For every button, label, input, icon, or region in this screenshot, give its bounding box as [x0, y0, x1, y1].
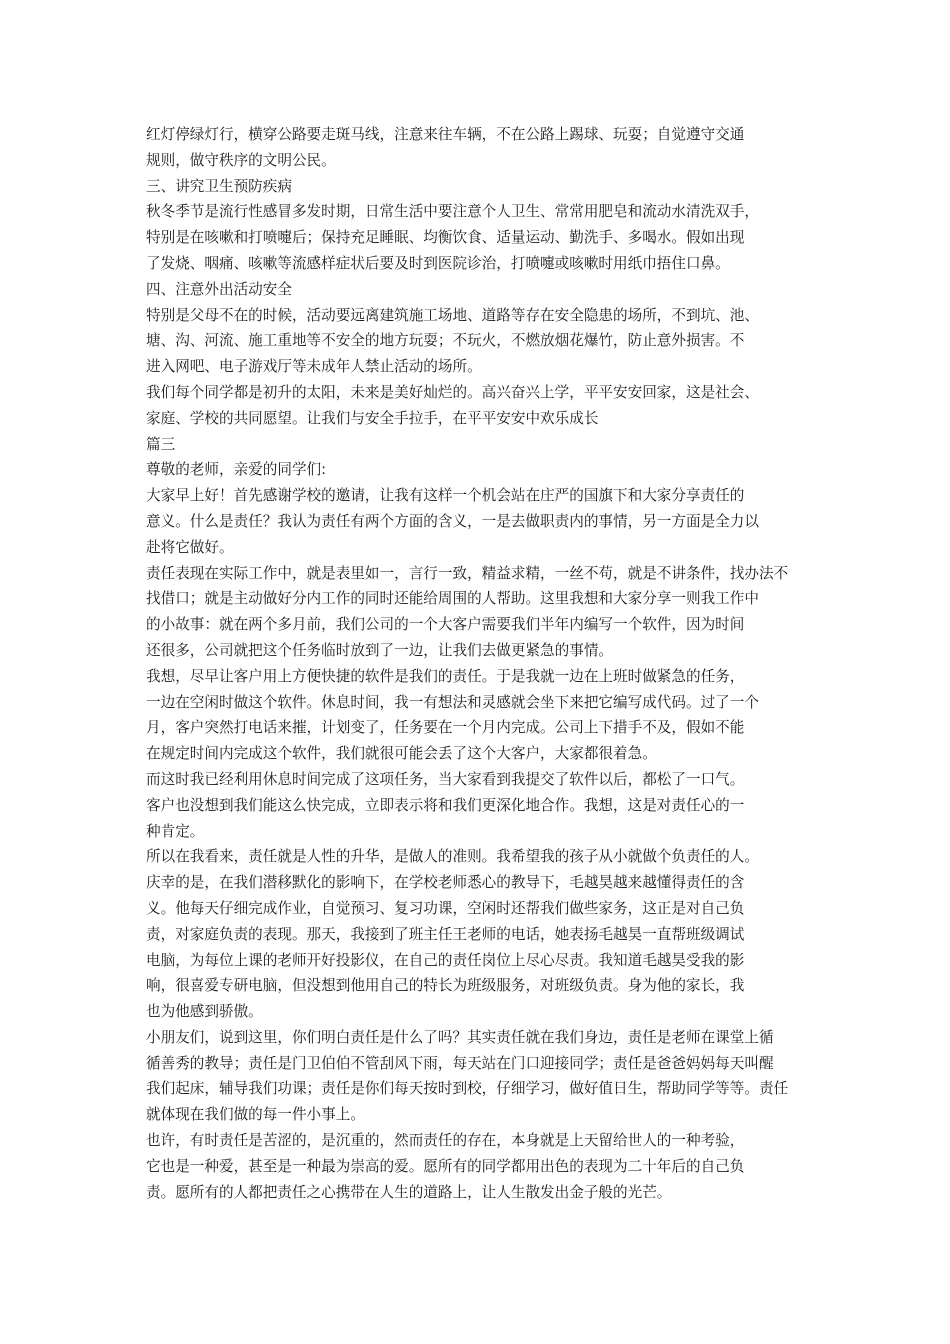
text-line: 循善秀的教导；责任是门卫伯伯不管刮风下雨，每天站在门口迎接同学；责任是爸爸妈妈每天叫醒 — [146, 1054, 774, 1072]
text-line: 家庭、学校的共同愿望。让我们与安全手拉手，在平平安安中欢乐成长 — [146, 409, 599, 427]
text-line: 我们起床，辅导我们功课；责任是你们每天按时到校，仔细学习，做好值日生，帮助同学等等。责任 — [146, 1080, 789, 1098]
text-line: 月，客户突然打电话来摧，计划变了，任务要在一个月内完成。公司上下措手不及，假如不能 — [146, 719, 745, 737]
text-line: 责。愿所有的人都把责任之心携带在人生的道路上，让人生散发出金子般的光芒。 — [146, 1183, 672, 1201]
text-line: 特别是在咳嗽和打喷嚏后；保持充足睡眠、均衡饮食、适量运动、勤洗手、多喝水。假如出现 — [146, 229, 745, 247]
text-line: 规则，做守秩序的文明公民。 — [146, 151, 336, 169]
document-page — [146, 122, 810, 1205]
text-line: 找借口；就是主动做好分内工作的同时还能给周围的人帮助。这里我想和大家分享一则我工作中 — [146, 590, 759, 608]
text-line: 红灯停绿灯行，横穿公路要走斑马线，注意来往车辆，不在公路上踢球、玩耍；自觉遵守交通 — [146, 126, 745, 143]
text-line: 四、注意外出活动安全 — [146, 280, 292, 298]
text-line: 而这时我已经利用休息时间完成了这项任务，当大家看到我提交了软件以后，都松了一口气。 — [146, 770, 745, 788]
text-line: 客户也没想到我们能这么快完成，立即表示将和我们更深化地合作。我想，这是对责任心的一 — [146, 796, 745, 814]
text-line: 我们每个同学都是初升的太阳，未来是美好灿烂的。高兴奋兴上学，平平安安回家，这是社会、 — [146, 383, 759, 401]
text-line: 大家早上好！首先感谢学校的邀请，让我有这样一个机会站在庄严的国旗下和大家分享责任的 — [146, 487, 745, 505]
text-line: 也许，有时责任是苦涩的，是沉重的，然而责任的存在，本身就是上天留给世人的一种考验， — [146, 1132, 745, 1150]
text-line: 也为他感到骄傲。 — [146, 1003, 263, 1021]
text-line: 它也是一种爱，甚至是一种最为崇高的爱。愿所有的同学都用出色的表现为二十年后的自己负 — [146, 1157, 745, 1175]
text-line: 响，很喜爱专研电脑，但没想到他用自己的特长为班级服务，对班级负责。身为他的家长，我 — [146, 977, 745, 995]
text-line: 了发烧、咽痛、咳嗽等流感样症状后要及时到医院诊治，打喷嚏或咳嗽时用纸巾捂住口鼻。 — [146, 254, 730, 272]
text-line: 电脑，为每位上课的老师开好投影仪，在自己的责任岗位上尽心尽责。我知道毛越昊受我的影 — [146, 951, 745, 969]
text-line: 塘、沟、河流、施工重地等不安全的地方玩耍；不玩火，不燃放烟花爆竹，防止意外损害。不 — [146, 332, 745, 350]
text-line: 赴将它做好。 — [146, 538, 234, 556]
text-line: 的小故事：就在两个多月前，我们公司的一个大客户需要我们半年内编写一个软件，因为时间 — [146, 616, 745, 634]
text-line: 责任表现在实际工作中，就是表里如一，言行一致，精益求精，一丝不苟，就是不讲条件，找办法不 — [146, 564, 789, 582]
text-line: 责，对家庭负责的表现。那天，我接到了班主任王老师的电话，她表扬毛越昊一直帮班级调试 — [146, 925, 745, 943]
text-line: 尊敬的老师，亲爱的同学们: — [146, 461, 327, 479]
text-line: 种肯定。 — [146, 822, 205, 840]
text-line: 在规定时间内完成这个软件，我们就很可能会丢了这个大客户，大家都很着急。 — [146, 745, 657, 763]
text-line: 三、讲究卫生预防疾病 — [146, 177, 292, 195]
text-line: 秋冬季节是流行性感冒多发时期，日常生活中要注意个人卫生、常常用肥皂和流动水清洗双手， — [146, 203, 759, 221]
text-line: 小朋友们，说到这里，你们明白责任是什么了吗？其实责任就在我们身边，责任是老师在课堂上循 — [146, 1028, 774, 1046]
text-line: 义。他每天仔细完成作业，自觉预习、复习功课，空闲时还帮我们做些家务，这正是对自己负 — [146, 899, 745, 917]
text-line: 所以在我看来，责任就是人性的升华，是做人的准则。我希望我的孩子从小就做个负责任的人。 — [146, 848, 759, 866]
text-line: 还很多，公司就把这个任务临时放到了一边，让我们去做更紧急的事情。 — [146, 641, 614, 659]
text-line: 庆幸的是，在我们潜移默化的影响下，在学校老师悉心的教导下，毛越昊越来越懂得责任的含 — [146, 874, 745, 892]
text-line: 就体现在我们做的每一件小事上。 — [146, 1106, 365, 1124]
text-line: 我想，尽早让客户用上方便快捷的软件是我们的责任。于是我就一边在上班时做紧急的任务， — [146, 667, 745, 685]
text-line: 意义。什么是责任？我认为责任有两个方面的含义，一是去做职责内的事情，另一方面是全力以 — [146, 512, 759, 530]
text-line: 特别是父母不在的时候，活动要远离建筑施工场地、道路等存在安全隐患的场所，不到坑、池、 — [146, 306, 759, 324]
text-line: 篇三 — [146, 435, 176, 453]
text-line: 进入网吧、电子游戏厅等未成年人禁止活动的场所。 — [146, 358, 482, 376]
text-line: 一边在空闲时做这个软件。休息时间，我一有想法和灵感就会坐下来把它编写成代码。过了一个 — [146, 693, 759, 711]
